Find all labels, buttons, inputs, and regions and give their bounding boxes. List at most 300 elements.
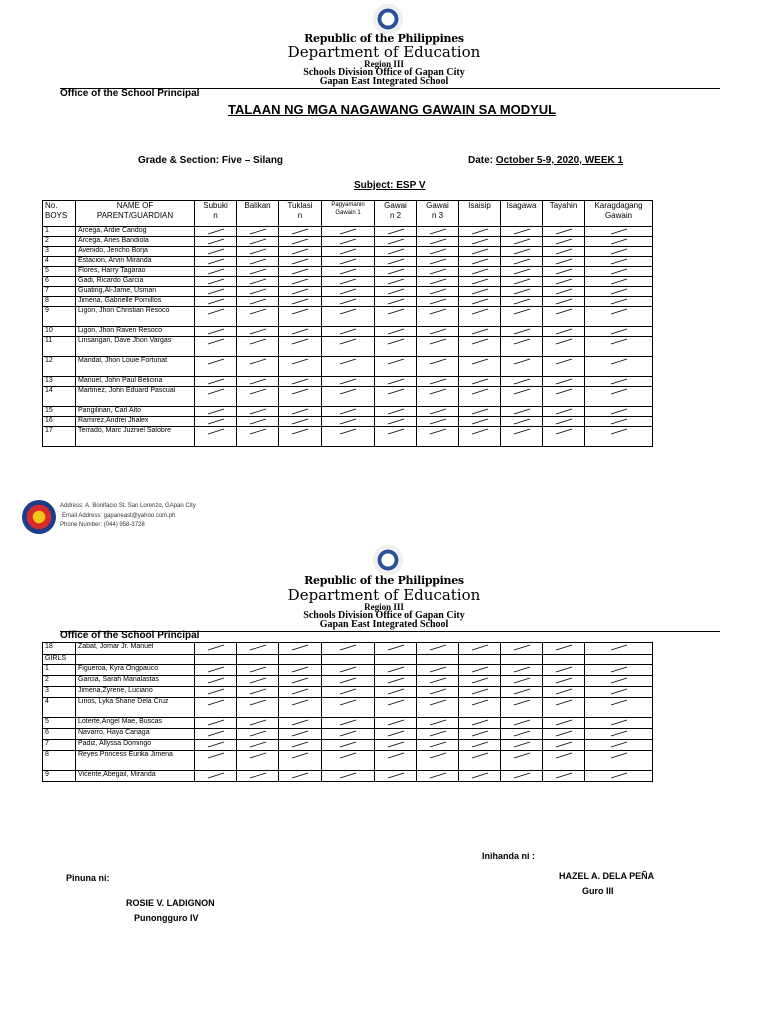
check-mark-icon — [339, 408, 357, 415]
activity-cell — [459, 267, 501, 277]
activity-cell — [375, 327, 417, 337]
activity-cell — [279, 327, 322, 337]
activity-cell — [375, 287, 417, 297]
activity-cell — [322, 751, 375, 771]
activity-cell — [543, 643, 585, 655]
student-name: Lirios, Lyka Shane Dela Cruz — [76, 698, 195, 718]
check-mark-icon — [610, 298, 628, 305]
check-mark-icon — [610, 248, 628, 255]
activity-cell — [237, 751, 279, 771]
check-mark-icon — [291, 666, 309, 673]
student-name: Linsangan, Dave Jhon Vargas — [76, 337, 195, 357]
activity-cell — [279, 676, 322, 687]
table-row — [43, 237, 653, 247]
check-mark-icon — [610, 741, 628, 748]
check-mark-icon — [555, 378, 573, 385]
activity-cell — [195, 287, 237, 297]
check-mark-icon — [249, 378, 267, 385]
teacher-name: HAZEL A. DELA PEÑA — [559, 871, 655, 881]
row-number: 5 — [43, 718, 76, 729]
check-mark-icon — [610, 258, 628, 265]
check-mark-icon — [339, 288, 357, 295]
activity-cell — [195, 417, 237, 427]
check-mark-icon — [610, 328, 628, 335]
activity-cell — [459, 237, 501, 247]
student-name: Manuel, John Paul Belicina — [76, 377, 195, 387]
check-mark-icon — [555, 752, 573, 759]
activity-cell — [237, 407, 279, 417]
row-number: 8 — [43, 751, 76, 771]
activity-cell — [375, 417, 417, 427]
activity-cell — [322, 729, 375, 740]
activity-cell — [322, 337, 375, 357]
check-mark-icon — [555, 772, 573, 779]
check-mark-icon — [555, 741, 573, 748]
row-number: 9 — [43, 307, 76, 327]
check-mark-icon — [249, 358, 267, 365]
activity-cell — [543, 740, 585, 751]
activity-cell — [237, 357, 279, 377]
activity-cell — [237, 327, 279, 337]
activity-cell — [322, 307, 375, 327]
activity-cell — [237, 740, 279, 751]
activity-cell — [501, 751, 543, 771]
activity-cell — [417, 307, 459, 327]
check-mark-icon — [207, 644, 225, 651]
check-mark-icon — [387, 666, 405, 673]
activity-cell — [417, 751, 459, 771]
activity-cell — [237, 227, 279, 237]
activity-cell — [322, 227, 375, 237]
row-number: 6 — [43, 729, 76, 740]
check-mark-icon — [429, 719, 447, 726]
student-name: Pangilinan, Carl Alto — [76, 407, 195, 417]
check-mark-icon — [387, 258, 405, 265]
girls-label: GIRLS — [43, 655, 76, 665]
check-mark-icon — [387, 418, 405, 425]
date-line — [468, 155, 623, 166]
activity-cell — [543, 267, 585, 277]
check-mark-icon — [610, 666, 628, 673]
check-mark-icon — [387, 248, 405, 255]
row-number: 4 — [43, 698, 76, 718]
activity-cell — [585, 698, 653, 718]
table-row — [43, 257, 653, 267]
activity-cell — [279, 237, 322, 247]
row-number: 16 — [43, 417, 76, 427]
activity-cell — [459, 729, 501, 740]
row-number: 12 — [43, 357, 76, 377]
empty-cell — [459, 655, 501, 665]
check-mark-icon — [471, 752, 489, 759]
activity-cell — [585, 377, 653, 387]
check-mark-icon — [387, 408, 405, 415]
check-mark-icon — [429, 428, 447, 435]
check-mark-icon — [555, 228, 573, 235]
check-mark-icon — [610, 268, 628, 275]
check-mark-icon — [513, 388, 531, 395]
check-mark-icon — [207, 730, 225, 737]
check-mark-icon — [207, 378, 225, 385]
check-mark-icon — [339, 418, 357, 425]
empty-cell — [237, 655, 279, 665]
activity-cell — [322, 257, 375, 267]
check-mark-icon — [513, 644, 531, 651]
activity-cell — [195, 407, 237, 417]
activity-cell — [417, 698, 459, 718]
activity-cell — [237, 247, 279, 257]
check-mark-icon — [429, 666, 447, 673]
activity-cell — [417, 407, 459, 417]
check-mark-icon — [291, 278, 309, 285]
student-name: Ligon, Jhon Raven Resoco — [76, 327, 195, 337]
check-mark-icon — [339, 730, 357, 737]
check-mark-icon — [555, 238, 573, 245]
activity-cell — [459, 676, 501, 687]
check-mark-icon — [339, 238, 357, 245]
activity-cell — [501, 417, 543, 427]
check-mark-icon — [513, 418, 531, 425]
check-mark-icon — [429, 268, 447, 275]
division-heading-2: Schools Division Office of Gapan City — [303, 610, 465, 621]
student-name: Ramirez,Andrei Jhalex — [76, 417, 195, 427]
activity-cell — [322, 327, 375, 337]
check-mark-icon — [429, 308, 447, 315]
check-mark-icon — [291, 730, 309, 737]
activity-cell — [322, 377, 375, 387]
check-mark-icon — [339, 719, 357, 726]
check-mark-icon — [513, 338, 531, 345]
check-mark-icon — [429, 228, 447, 235]
empty-cell — [501, 655, 543, 665]
activity-cell — [195, 237, 237, 247]
check-mark-icon — [471, 418, 489, 425]
row-number: 17 — [43, 427, 76, 447]
activity-cell — [585, 665, 653, 676]
check-mark-icon — [291, 238, 309, 245]
check-mark-icon — [555, 338, 573, 345]
activity-cell — [459, 297, 501, 307]
check-mark-icon — [339, 677, 357, 684]
check-mark-icon — [339, 388, 357, 395]
check-mark-icon — [207, 338, 225, 345]
check-mark-icon — [513, 730, 531, 737]
table-row — [43, 751, 653, 771]
row-number: 2 — [43, 237, 76, 247]
check-mark-icon — [291, 719, 309, 726]
table-row — [43, 676, 653, 687]
check-mark-icon — [610, 752, 628, 759]
activity-cell — [375, 676, 417, 687]
activity-cell — [543, 237, 585, 247]
check-mark-icon — [610, 730, 628, 737]
activity-cell — [322, 643, 375, 655]
activity-cell — [279, 687, 322, 698]
activity-cell — [459, 357, 501, 377]
activity-cell — [543, 417, 585, 427]
check-mark-icon — [610, 238, 628, 245]
check-mark-icon — [471, 677, 489, 684]
check-mark-icon — [207, 772, 225, 779]
activity-cell — [279, 297, 322, 307]
check-mark-icon — [471, 238, 489, 245]
check-mark-icon — [387, 288, 405, 295]
activity-cell — [543, 751, 585, 771]
student-name: Flores, Harry Tagarao — [76, 267, 195, 277]
activity-cell — [417, 718, 459, 729]
activity-cell — [459, 327, 501, 337]
activity-cell — [195, 247, 237, 257]
activity-cell — [417, 257, 459, 267]
check-mark-icon — [291, 258, 309, 265]
row-number: 9 — [43, 771, 76, 782]
empty-cell — [322, 655, 375, 665]
activity-cell — [195, 387, 237, 407]
col-gawain3: Gawai n 3 — [417, 201, 459, 227]
check-mark-icon — [471, 408, 489, 415]
empty-cell — [543, 655, 585, 665]
activity-cell — [459, 771, 501, 782]
activity-cell — [585, 237, 653, 247]
check-mark-icon — [555, 298, 573, 305]
student-name: Martinez, John Eduard Pascual — [76, 387, 195, 407]
activity-cell — [543, 227, 585, 237]
table-row — [43, 357, 653, 377]
check-mark-icon — [513, 298, 531, 305]
activity-cell — [501, 297, 543, 307]
empty-cell — [76, 655, 195, 665]
footer-address: Address: A. Bonifacio St. San Lorenzo, GApan City — [60, 503, 196, 509]
activity-cell — [585, 427, 653, 447]
activity-cell — [543, 718, 585, 729]
check-mark-icon — [429, 418, 447, 425]
check-mark-icon — [610, 378, 628, 385]
check-mark-icon — [610, 418, 628, 425]
activity-cell — [417, 277, 459, 287]
activity-cell — [375, 665, 417, 676]
activity-cell — [585, 277, 653, 287]
prepared-by-label: Inihanda ni : — [482, 851, 535, 861]
check-mark-icon — [387, 358, 405, 365]
activity-cell — [322, 665, 375, 676]
check-mark-icon — [387, 741, 405, 748]
principal-name: ROSIE V. LADIGNON — [126, 898, 215, 908]
check-mark-icon — [207, 688, 225, 695]
activity-cell — [501, 718, 543, 729]
activity-cell — [543, 307, 585, 327]
table-row — [43, 387, 653, 407]
activity-cell — [501, 377, 543, 387]
check-mark-icon — [207, 388, 225, 395]
check-mark-icon — [291, 408, 309, 415]
student-name: Arcega, Aries Bandiola — [76, 237, 195, 247]
activity-cell — [322, 771, 375, 782]
check-mark-icon — [291, 298, 309, 305]
check-mark-icon — [249, 730, 267, 737]
table-row — [43, 665, 653, 676]
activity-cell — [375, 277, 417, 287]
check-mark-icon — [429, 730, 447, 737]
activity-cell — [459, 337, 501, 357]
check-mark-icon — [610, 288, 628, 295]
activity-cell — [459, 698, 501, 718]
check-mark-icon — [513, 428, 531, 435]
check-mark-icon — [207, 248, 225, 255]
activity-cell — [279, 740, 322, 751]
region-heading: Region III — [364, 59, 404, 69]
col-tuklasin: Tuklasi n — [279, 201, 322, 227]
check-mark-icon — [429, 238, 447, 245]
check-mark-icon — [429, 258, 447, 265]
activity-cell — [417, 337, 459, 357]
col-karagdagang: Karagdagang Gawain — [585, 201, 653, 227]
activity-cell — [501, 387, 543, 407]
activity-cell — [585, 771, 653, 782]
activity-cell — [585, 307, 653, 327]
check-mark-icon — [339, 752, 357, 759]
check-mark-icon — [387, 298, 405, 305]
check-mark-icon — [610, 338, 628, 345]
activity-cell — [459, 417, 501, 427]
activity-cell — [543, 357, 585, 377]
check-mark-icon — [339, 666, 357, 673]
check-mark-icon — [471, 644, 489, 651]
check-mark-icon — [387, 278, 405, 285]
activity-cell — [237, 377, 279, 387]
row-number: 7 — [43, 287, 76, 297]
activity-cell — [585, 227, 653, 237]
empty-cell — [417, 655, 459, 665]
check-mark-icon — [249, 388, 267, 395]
activity-cell — [279, 698, 322, 718]
row-number: 2 — [43, 676, 76, 687]
row-number: 10 — [43, 327, 76, 337]
activity-cell — [237, 307, 279, 327]
activity-cell — [417, 687, 459, 698]
activity-cell — [417, 287, 459, 297]
activity-cell — [279, 267, 322, 277]
row-number: 1 — [43, 227, 76, 237]
empty-cell — [375, 655, 417, 665]
activity-cell — [237, 277, 279, 287]
check-mark-icon — [513, 688, 531, 695]
activity-cell — [543, 337, 585, 357]
activity-cell — [501, 307, 543, 327]
activity-cell — [322, 387, 375, 407]
activity-cell — [459, 407, 501, 417]
check-mark-icon — [249, 308, 267, 315]
activity-cell — [375, 771, 417, 782]
check-mark-icon — [429, 741, 447, 748]
row-number: 14 — [43, 387, 76, 407]
activity-cell — [501, 407, 543, 417]
check-mark-icon — [471, 719, 489, 726]
check-mark-icon — [610, 388, 628, 395]
check-mark-icon — [610, 699, 628, 706]
check-mark-icon — [249, 268, 267, 275]
activity-cell — [585, 387, 653, 407]
principal-title: Punongguro IV — [134, 913, 199, 923]
activity-cell — [195, 277, 237, 287]
activity-cell — [585, 407, 653, 417]
activity-cell — [459, 277, 501, 287]
region-heading-2: Region III — [364, 602, 404, 612]
activity-cell — [322, 357, 375, 377]
check-mark-icon — [291, 228, 309, 235]
activity-cell — [417, 247, 459, 257]
activity-cell — [237, 771, 279, 782]
activity-cell — [279, 718, 322, 729]
check-mark-icon — [429, 378, 447, 385]
check-mark-icon — [471, 741, 489, 748]
activity-cell — [501, 676, 543, 687]
activity-cell — [585, 676, 653, 687]
check-mark-icon — [471, 268, 489, 275]
check-mark-icon — [387, 677, 405, 684]
check-mark-icon — [513, 268, 531, 275]
student-name: Gadi, Ricardo Garcia — [76, 277, 195, 287]
student-name: Mandal, Jhon Louie Fortunat — [76, 357, 195, 377]
check-mark-icon — [610, 308, 628, 315]
check-mark-icon — [291, 388, 309, 395]
activity-cell — [195, 427, 237, 447]
check-mark-icon — [207, 358, 225, 365]
activity-cell — [585, 297, 653, 307]
activity-cell — [501, 287, 543, 297]
activity-cell — [543, 729, 585, 740]
activity-cell — [585, 718, 653, 729]
check-mark-icon — [429, 278, 447, 285]
check-mark-icon — [555, 418, 573, 425]
check-mark-icon — [513, 378, 531, 385]
republic-heading: Republic of the Philippines — [304, 32, 464, 45]
department-heading-2: Department of Education — [287, 586, 481, 604]
activity-cell — [195, 327, 237, 337]
footer-phone: Phone Number: (044) 958-3728 — [60, 522, 145, 528]
activity-cell — [237, 729, 279, 740]
table-row — [43, 327, 653, 337]
check-mark-icon — [555, 268, 573, 275]
check-mark-icon — [429, 358, 447, 365]
table-row — [43, 287, 653, 297]
table-row — [43, 771, 653, 782]
activity-cell — [322, 427, 375, 447]
check-mark-icon — [291, 418, 309, 425]
check-mark-icon — [387, 719, 405, 726]
check-mark-icon — [207, 328, 225, 335]
activity-cell — [322, 698, 375, 718]
activity-cell — [237, 287, 279, 297]
activity-cell — [279, 643, 322, 655]
activity-cell — [237, 297, 279, 307]
subject-label: Subject: ESP V — [354, 180, 426, 191]
check-mark-icon — [471, 699, 489, 706]
check-mark-icon — [249, 666, 267, 673]
check-mark-icon — [207, 418, 225, 425]
activity-cell — [543, 297, 585, 307]
activity-cell — [375, 357, 417, 377]
check-mark-icon — [429, 688, 447, 695]
check-mark-icon — [339, 428, 357, 435]
check-mark-icon — [207, 258, 225, 265]
check-mark-icon — [471, 228, 489, 235]
check-mark-icon — [249, 644, 267, 651]
activity-cell — [501, 687, 543, 698]
activity-cell — [585, 257, 653, 267]
activity-cell — [543, 257, 585, 267]
activity-cell — [417, 417, 459, 427]
activity-cell — [195, 687, 237, 698]
